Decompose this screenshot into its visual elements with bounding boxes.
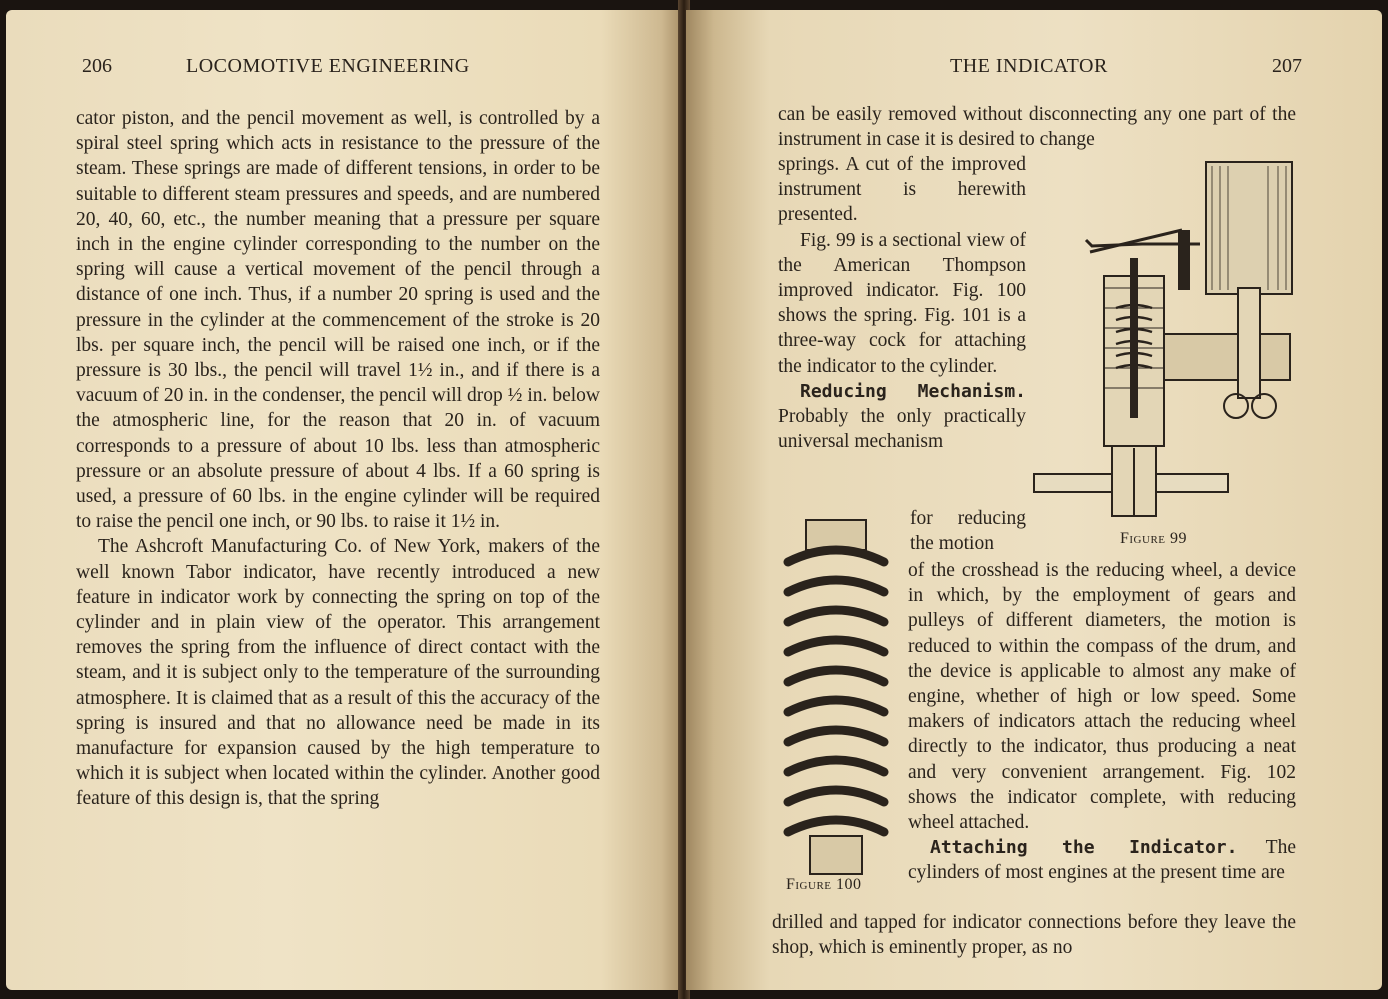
right-page (686, 10, 1382, 990)
left-body (76, 106, 600, 812)
reducing-text-c: of the crosshead is the reducing wheel, a device in which, by the employment of gears and pulleys of different diameters, the motion is reduced to within the compass of the drum, and the device is applicable to almost any make of engine, whether of high or low speed. Some makers of indicators attach the reducing wheel directly to the indicator, thus producing a neat and very convenient arrangement. Fig. 102 shows the indicator complete, with reducing wheel attached. (908, 560, 1296, 834)
left-paragraph-2: The Ashcroft Manufacturing Co. of New York, makers of the well known Tabor indicator, have recently introduced a new feature in indicator work by connecting the spring on top of the cylinder and in plain view of the operator. This arrangement removes the spring from the influence of direct contact with the steam, and it is subject only to the temperature of the surrounding atmosphere. It is claimed that as a result of this the accuracy of the spring is insured and that no allowance need be made in its manufacture for expansion caused by the high temperature to which it is subject when located within the cylinder. Another good feature of this design is, that the spring (76, 536, 600, 810)
right-running-head: THE INDICATOR (950, 55, 1108, 77)
right-top-text: can be easily removed without disconnecting any one part of the instrument in case it is desired to change (778, 104, 1296, 151)
reducing-paragraph-start (778, 379, 1026, 455)
attaching-indicator-heading: Attaching the Indicator. (930, 837, 1238, 859)
left-page-number: 206 (82, 55, 112, 77)
reducing-mechanism-heading: Reducing Mechanism. (800, 380, 1026, 402)
beside-fig99-text: springs. A cut of the improved instrument is herewith presented. (778, 154, 1026, 226)
figure-100-spring-illustration (776, 516, 896, 878)
figure-99-indicator-illustration (1032, 158, 1298, 518)
attaching-text-b: drilled and tapped for indicator connections before they leave the shop, which is eminently proper, as no (772, 912, 1296, 959)
left-paragraph-1: cator piston, and the pencil movement as well, is controlled by a spiral steel spring which acts in resistance to the pressure of the steam. These springs are made of different tensions, in order to be suitable to different steam pressures and speeds, and are numbered 20, 40, 60, etc., the number meaning that a pressure per square inch in the engine cylinder corresponding to the number on the spring will cause a vertical movement of the pencil through a distance of one inch. Thus, if a number 20 spring is used and the pressure in the cylinder at the commencement of the stroke is 20 lbs. per square inch, the pencil will be raised one inch, or if the pressure is 30 lbs., the pencil will travel 1½ in., and if there is a vacuum of 20 in. in the condenser, the pencil will drop ½ in. below the atmospheric line, for the reason that 20 in. of vacuum corresponds to a pressure of about 10 lbs. less than atmospheric pressure or an absolute pressure of about 4 lbs. If a 60 spring is used, a pressure of 60 lbs. in the engine cylinder will be required to raise the pencil one inch, or 90 lbs. to raise it 1½ in. (76, 108, 600, 533)
right-page-number: 207 (1272, 55, 1302, 77)
attaching-text-a: The cylinders of most engines at the present time are (908, 837, 1296, 884)
reducing-text-b: for reducing the motion (910, 508, 1026, 555)
fig-description-paragraph: Fig. 99 is a sectional view of the American Thompson improved indicator. Fig. 100 shows the spring. Fig. 101 is a three-way cock for attaching the indicator to the cylinder. (778, 229, 1026, 377)
left-page (6, 10, 682, 990)
figure-99-caption: Figure 99 (1120, 530, 1188, 547)
right-lower-text (908, 558, 1296, 886)
figure-100-caption: Figure 100 (786, 876, 862, 893)
right-column-text (778, 152, 1026, 454)
left-running-head: LOCOMOTIVE ENGINEERING (186, 55, 470, 77)
reducing-text-a: Probably the only practically universal mechanism (778, 406, 1026, 453)
